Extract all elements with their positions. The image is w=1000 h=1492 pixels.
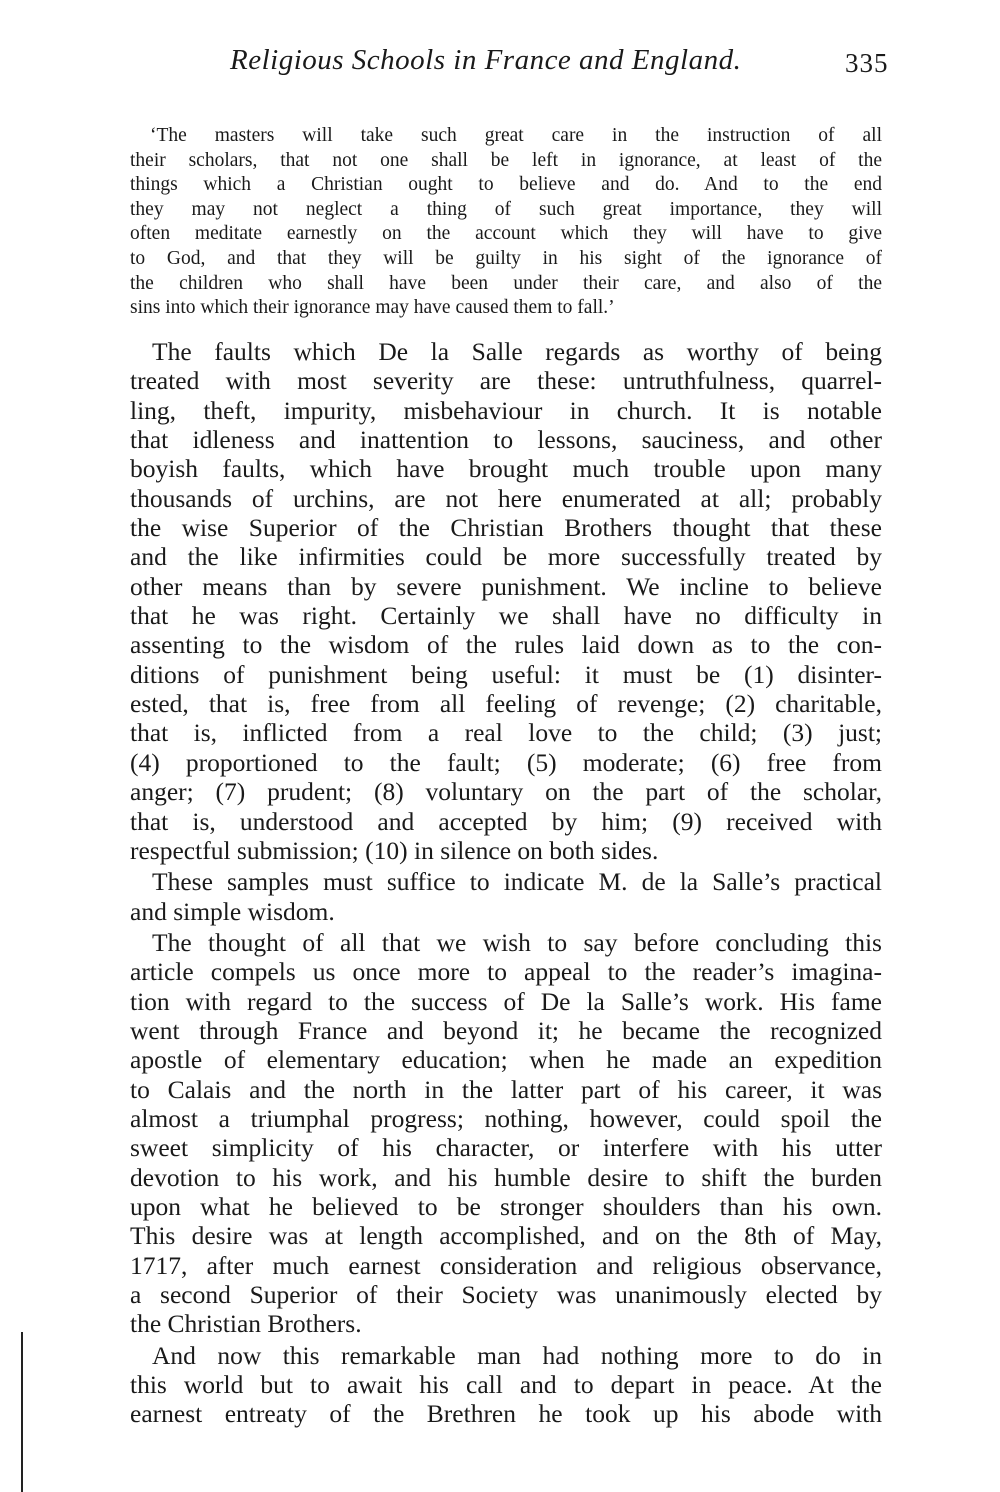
text-line: boyish faults, which have brought much trouble upon many xyxy=(130,454,882,484)
text-line: the Christian Brothers. xyxy=(130,1309,362,1339)
quote-line: ‘The masters will take such great care in the instruction of all xyxy=(150,125,882,146)
margin-rule xyxy=(21,1332,23,1492)
text-line: that he was right. Certainly we shall have no difficulty in xyxy=(130,601,882,631)
text-line: ested, that is, free from all feeling of revenge; (2) charitable, xyxy=(130,689,882,719)
quote-line: sins into which their ignorance may have caused them to fall.’ xyxy=(130,297,615,319)
text-line: devotion to his work, and his humble desire to shift the burden xyxy=(130,1162,882,1192)
running-header: Religious Schools in France and England. xyxy=(230,44,742,76)
text-line: that is, understood and accepted by him; (9) received with xyxy=(130,806,882,836)
text-line: 1717, after much earnest consideration and religious observance, xyxy=(130,1250,882,1280)
text-line: almost a triumphal progress; nothing, however, could spoil the xyxy=(130,1103,882,1133)
text-line: earnest entreaty of the Brethren he took up his abode with xyxy=(130,1399,882,1429)
body-text xyxy=(130,337,882,1431)
text-line: thousands of urchins, are not here enumerated at all; probably xyxy=(130,483,882,513)
text-line: to Calais and the north in the latter part of his career, it was xyxy=(130,1074,882,1104)
text-line: These samples must suffice to indicate M. de la Salle’s practical xyxy=(152,867,882,897)
quote-line: often meditate earnestly on the account which they will have to give xyxy=(130,223,882,245)
quote-line: they may not neglect a thing of such great importance, they will xyxy=(130,198,882,220)
quote-line: their scholars, that not one shall be left in ignorance, at least of the xyxy=(130,149,882,171)
text-line: article compels us once more to appeal to the reader’s imagina- xyxy=(130,957,882,987)
text-line: other means than by severe punishment. We incline to believe xyxy=(130,571,882,601)
text-line: a second Superior of their Society was unanimously elected by xyxy=(130,1280,882,1309)
text-line: (4) proportioned to the fault; (5) moderate; (6) free from xyxy=(130,747,882,777)
text-line: tion with regard to the success of De la Salle’s work. His fame xyxy=(130,986,882,1016)
text-line: assenting to the wisdom of the rules laid down as to the con- xyxy=(130,630,882,660)
text-line: this world but to await his call and to depart in peace. At the xyxy=(130,1370,882,1400)
quote-line: to God, and that they will be guilty in his sight of the ignorance of xyxy=(130,247,882,269)
quote-line: the children who shall have been under their care, and also of the xyxy=(130,272,882,294)
paragraph xyxy=(130,928,882,1339)
text-line: sweet simplicity of his character, or interfere with his utter xyxy=(130,1133,882,1163)
text-line: The faults which De la Salle regards as worthy of being xyxy=(152,337,882,366)
text-line: treated with most severity are these: untruthfulness, quarrel- xyxy=(130,366,882,396)
text-line: went through France and beyond it; he became the recognized xyxy=(130,1015,882,1045)
text-line: anger; (7) prudent; (8) voluntary on the part of the scholar, xyxy=(130,777,882,807)
text-line: respectful submission; (10) in silence on both sides. xyxy=(130,835,659,865)
text-line: and the like infirmities could be more successfully treated by xyxy=(130,542,882,572)
text-line: upon what he believed to be stronger shoulders than his own. xyxy=(130,1191,882,1221)
quote-line: things which a Christian ought to believe and do. And to the end xyxy=(130,174,882,196)
text-line: that idleness and inattention to lessons, sauciness, and other xyxy=(130,425,882,455)
text-line: ling, theft, impurity, misbehaviour in church. It is notable xyxy=(130,395,882,425)
paragraph xyxy=(130,337,882,865)
text-line: apostle of elementary education; when he made an expedition xyxy=(130,1045,882,1075)
paragraph xyxy=(130,867,882,926)
text-line: This desire was at length accomplished, and on the 8th of May, xyxy=(130,1221,882,1251)
text-line: and simple wisdom. xyxy=(130,896,335,926)
text-line: that is, inflicted from a real love to the child; (3) just; xyxy=(130,718,882,748)
text-line: the wise Superior of the Christian Brothers thought that these xyxy=(130,513,882,543)
text-line: ditions of punishment being useful: it must be (1) disinter- xyxy=(130,659,882,689)
paragraph xyxy=(130,1341,882,1429)
page-number: 335 xyxy=(845,48,889,78)
block-quote xyxy=(130,124,882,321)
text-line: And now this remarkable man had nothing more to do in xyxy=(152,1340,882,1370)
text-line: The thought of all that we wish to say before concluding this xyxy=(152,927,882,957)
